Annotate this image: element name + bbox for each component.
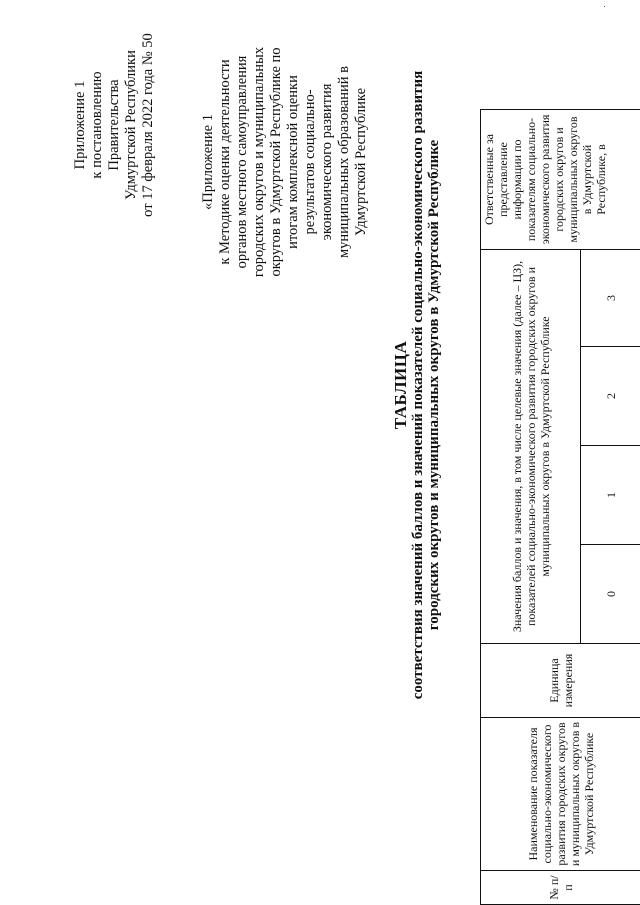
methodology-line: городских округов и муниципальных — [251, 46, 267, 278]
methodology-header — [200, 0, 370, 327]
header-unit: Единица измерения — [481, 644, 640, 718]
methodology-line: «Приложение 1 — [200, 114, 216, 210]
score-1: 1 — [581, 446, 640, 545]
score-0: 0 — [581, 545, 640, 644]
title-subtitle-line: городских округов и муниципальных округов в Удмуртской Республике — [426, 139, 442, 631]
title-main: ТАБЛИЦА — [391, 340, 410, 430]
table-empty-area — [481, 9, 640, 109]
table-title — [393, 65, 442, 705]
methodology-line: экономического развития — [319, 83, 335, 241]
header-indicator: Наименование показателя социально-экономического развития городских округов и муниципальных округов в Удмуртской Республике — [481, 718, 640, 871]
methodology-line: к Методике оценки деятельности — [217, 59, 233, 265]
score-2: 2 — [581, 347, 640, 446]
title-subtitle-line: соответствия значений баллов и значений показателей социально-экономического развития — [410, 70, 426, 700]
appendix-line: от 17 февраля 2022 года № 50 — [140, 33, 156, 217]
methodology-line: органов местного самоуправления — [234, 55, 250, 269]
score-3: 3 — [581, 249, 640, 346]
scores-table — [480, 10, 640, 905]
header-values: Значения баллов и значения, в том числе целевые значения (далее – ЦЗ), показателей социально-экономического развития городских округов и муниципальных округов в Удмуртской Республике — [481, 249, 581, 643]
methodology-line: муниципальных образований в — [336, 65, 352, 259]
methodology-line: результатов социально- — [302, 89, 318, 235]
appendix-line: к постановлению Правительства — [89, 71, 122, 179]
appendix-header — [72, 25, 157, 225]
methodology-line: Удмуртской Республике — [353, 87, 369, 237]
appendix-line: Приложение 1 — [72, 80, 88, 170]
header-number: № п/п — [481, 871, 640, 905]
methodology-line: итогам комплексной оценки — [285, 75, 301, 249]
header-responsible: Ответственные за представление информации по показателям социально-экономического развития городских округов и муниципальных округов в Удмуртской Республике, в — [481, 109, 640, 249]
methodology-line: округов в Удмуртской Республике по — [268, 47, 284, 277]
appendix-line: Удмуртской Республики — [123, 50, 139, 200]
